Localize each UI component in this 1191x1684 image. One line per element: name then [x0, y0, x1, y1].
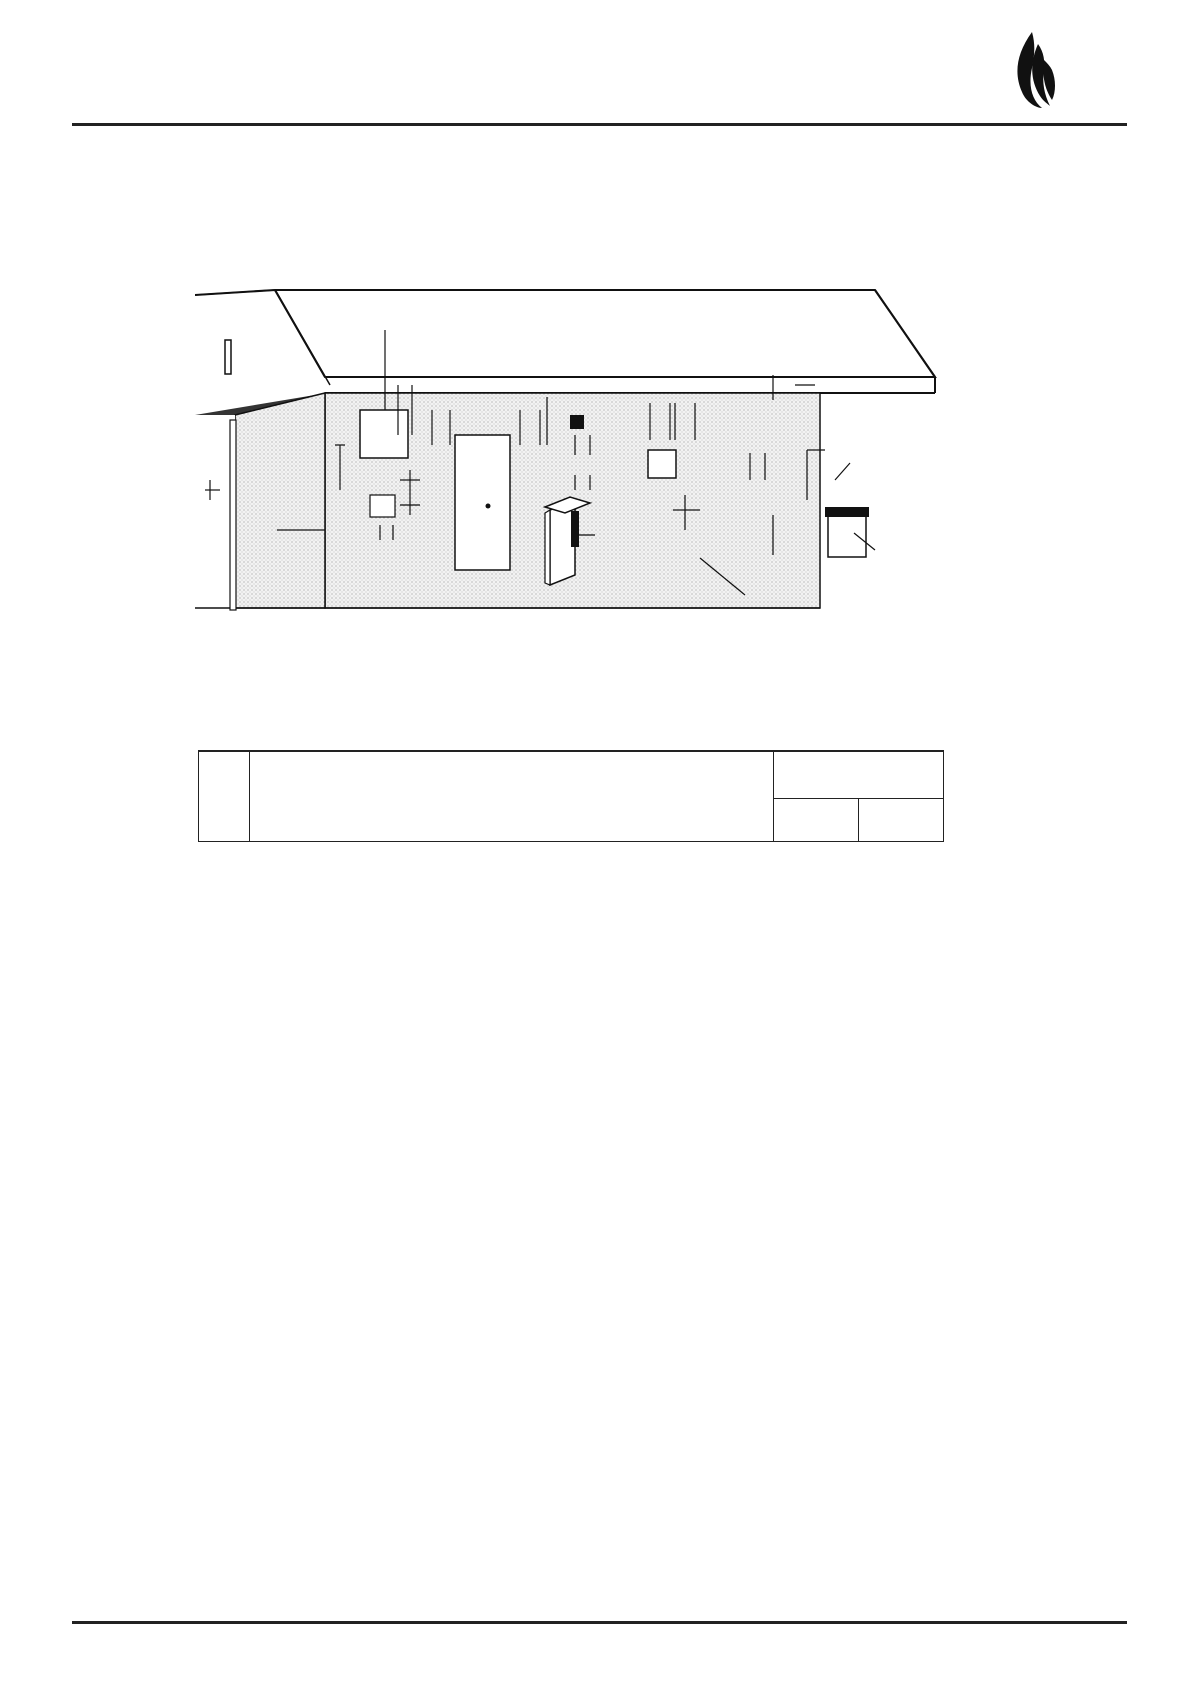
header-item [250, 751, 774, 842]
legend-item-p-cont [487, 711, 537, 729]
legend-item-p [487, 693, 537, 711]
flue-clearance-diagram [195, 285, 955, 630]
clearance-table [198, 750, 944, 842]
legend-item-t [214, 675, 264, 693]
real-flame-logo [910, 30, 1140, 120]
header-ref [199, 751, 250, 842]
legend-item-m [487, 675, 537, 693]
header-fan-assisted [859, 799, 944, 842]
flame-icon [1017, 32, 1055, 108]
header-min-clearances [774, 751, 944, 799]
legend-item-i [214, 693, 264, 711]
legend-col-1 [214, 675, 264, 711]
footer-rule [72, 1621, 1127, 1624]
header-natural-draft [774, 799, 859, 842]
header-rule [72, 123, 1127, 126]
legend-col-2 [487, 675, 537, 729]
